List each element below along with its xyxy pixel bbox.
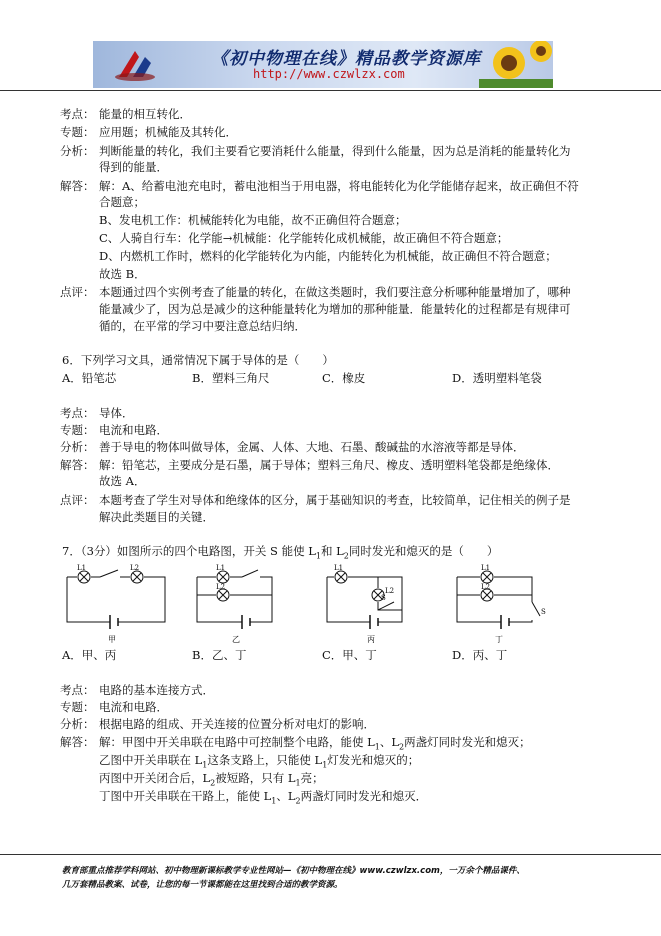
dianping-line: 本题考查了学生对导体和绝缘体的区分，属于基础知识的考查，比较简单，记住相关的例子是 [99, 493, 571, 507]
circuit-jia [62, 562, 170, 646]
zhuanti-label: 专题： [60, 700, 95, 714]
lamp-label-l2: L2 [481, 583, 491, 591]
lamp-label-l1: L1 [334, 564, 344, 572]
subscript: 1 [271, 796, 277, 806]
switch-label: S [541, 608, 546, 616]
fenxi-line: 判断能量的转化，我们主要看它要消耗什么能量，得到什么能量，因为总是消耗的能量转化为 [99, 144, 571, 158]
footer-rule [0, 854, 661, 855]
stem-part: 同时发光和熄灭的是（ ） [348, 544, 499, 558]
circuit-name-bing: 丙 [367, 635, 375, 644]
jieda-part: 被短路，只有 L [215, 771, 296, 785]
jieda-part: 丙图中开关闭合后，L [99, 771, 211, 785]
q7-option-b: B．乙、丁 [192, 648, 247, 662]
dianping-label: 点评： [60, 285, 95, 299]
fenxi-label: 分析： [60, 144, 95, 158]
site-logo [113, 47, 157, 83]
lamp-label-l2: L2 [130, 564, 140, 572]
circuit-name-ding: 丁 [495, 635, 503, 644]
jieda-label: 解答： [60, 179, 95, 193]
q6-option-a: A．铅笔芯 [62, 371, 117, 385]
jieda-part: 两盏灯同时发光和熄灭． [300, 789, 428, 803]
jieda-label: 解答： [60, 735, 95, 749]
zhuanti-text: 应用题；机械能及其转化． [99, 125, 237, 139]
subscript: 1 [322, 760, 328, 770]
sunflower-image [479, 41, 553, 88]
header-rule [0, 90, 661, 91]
jieda-line: 合题意； [99, 195, 145, 209]
subscript: 1 [202, 760, 208, 770]
subscript: 1 [295, 778, 301, 788]
subscript: 1 [315, 551, 321, 561]
q7-option-d: D．丙、丁 [452, 648, 508, 662]
subscript: 2 [210, 778, 216, 788]
dianping-line: 解决此类题目的关键． [99, 510, 214, 524]
zhuanti-text: 电流和电路． [99, 700, 168, 714]
banner-url[interactable]: http://www.czwlzx.com [253, 67, 405, 81]
jieda-line: B、发电机工作：机械能转化为电能，故不正确但符合题意； [99, 213, 407, 227]
kaodian-label: 考点： [60, 107, 95, 121]
dianping-line: 循的，在平常的学习中要注意总结归纳． [99, 319, 306, 333]
jieda-line: 故选 A． [99, 474, 146, 488]
kaodian-text: 导体． [99, 406, 134, 420]
jieda-line: C、人骑自行车：化学能→机械能：化学能转化成机械能，故正确但不符合题意； [99, 231, 509, 245]
jieda-part: 灯发光和熄灭的； [327, 753, 420, 767]
footer-line: 几万套精品教案、试卷，让您的每一节课都能在这里找到合适的教学资源。 [62, 880, 343, 890]
question-6-stem: 6．下列学习文具，通常情况下属于导体的是（ ） [62, 353, 334, 367]
jieda-part: 两盏灯同时发光和熄灭； [404, 735, 531, 749]
q6-option-b: B．塑料三角尺 [192, 371, 270, 385]
q6-option-c: C．橡皮 [322, 371, 366, 385]
dianping-label: 点评： [60, 493, 95, 507]
jieda-part: 亮； [300, 771, 324, 785]
subscript: 1 [374, 742, 380, 752]
jieda-part: 、L [379, 735, 400, 749]
header-banner [93, 41, 553, 88]
zhuanti-label: 专题： [60, 125, 95, 139]
q6-option-d: D．透明塑料笔袋 [452, 371, 542, 385]
jieda-line [99, 788, 427, 809]
zhuanti-text: 电流和电路． [99, 423, 168, 437]
q7-option-a: A．甲、丙 [62, 648, 117, 662]
kaodian-text: 能量的相互转化． [99, 107, 191, 121]
zhuanti-label: 专题： [60, 423, 95, 437]
fenxi-line: 善于导电的物体叫做导体，金属、人体、大地、石墨、酸碱盐的水溶液等都是导体． [99, 440, 525, 454]
dianping-line: 能量减少了，因为总是减少的这种能量转化为增加的那种能量．能量转化的过程都是有规律可 [99, 302, 571, 316]
circuit-ding [452, 562, 560, 646]
jieda-part: 丁图中开关串联在干路上，能使 L [99, 789, 272, 803]
footer-line: 教育部重点推荐学科网站、初中物理新课标教学专业性网站—《初中物理在线》www.czwlzx.com，一万余个精品课件、 [62, 866, 525, 876]
banner-title: 《初中物理在线》精品教学资源库 [211, 49, 481, 69]
jieda-line: 故选 B． [99, 267, 146, 281]
stem-part: 7．（3分）如图所示的四个电路图，开关 S 能使 L [62, 544, 316, 558]
kaodian-label: 考点： [60, 406, 95, 420]
fenxi-label: 分析： [60, 440, 95, 454]
stem-part: 和 L [320, 544, 344, 558]
lamp-label-l1: L1 [216, 564, 226, 572]
jieda-label: 解答： [60, 458, 95, 472]
circuit-bing [322, 562, 430, 646]
jieda-line: 解：A、给蓄电池充电时，蓄电池相当于用电器，将电能转化为化学能储存起来，故正确但不符 [99, 179, 579, 193]
subscript: 2 [399, 742, 405, 752]
dianping-line: 本题通过四个实例考查了能量的转化，在做这类题时，我们要注意分析哪种能量增加了，哪种 [99, 285, 571, 299]
jieda-part: 乙图中开关串联在 L [99, 753, 203, 767]
fenxi-line: 根据电路的组成、开关连接的位置分析对电灯的影响． [99, 717, 375, 731]
circuit-yi [192, 562, 300, 646]
lamp-label-l1: L1 [481, 564, 491, 572]
jieda-part: 这条支路上，只能使 L [207, 753, 323, 767]
jieda-line: 解：铅笔芯，主要成分是石墨，属于导体；塑料三角尺、橡皮、透明塑料笔袋都是绝缘体． [99, 458, 559, 472]
kaodian-text: 电路的基本连接方式． [99, 683, 214, 697]
jieda-line: D、内燃机工作时，燃料的化学能转化为内能，内能转化为机械能，故正确但不符合题意； [99, 249, 557, 263]
subscript: 2 [343, 551, 349, 561]
subscript: 2 [295, 796, 301, 806]
fenxi-line: 得到的能量． [99, 160, 168, 174]
lamp-label-l2: L2 [216, 583, 226, 591]
jieda-part: 解：甲图中开关串联在电路中可控制整个电路，能使 L [99, 735, 375, 749]
jieda-part: 、L [276, 789, 296, 803]
lamp-label-l1: L1 [77, 564, 87, 572]
q7-option-c: C．甲、丁 [322, 648, 377, 662]
kaodian-label: 考点： [60, 683, 95, 697]
switch-label: S [381, 594, 386, 602]
circuit-name-yi: 乙 [232, 635, 240, 644]
circuit-name-jia: 甲 [108, 635, 116, 644]
lamp-label-l2: L2 [385, 587, 395, 595]
fenxi-label: 分析： [60, 717, 95, 731]
